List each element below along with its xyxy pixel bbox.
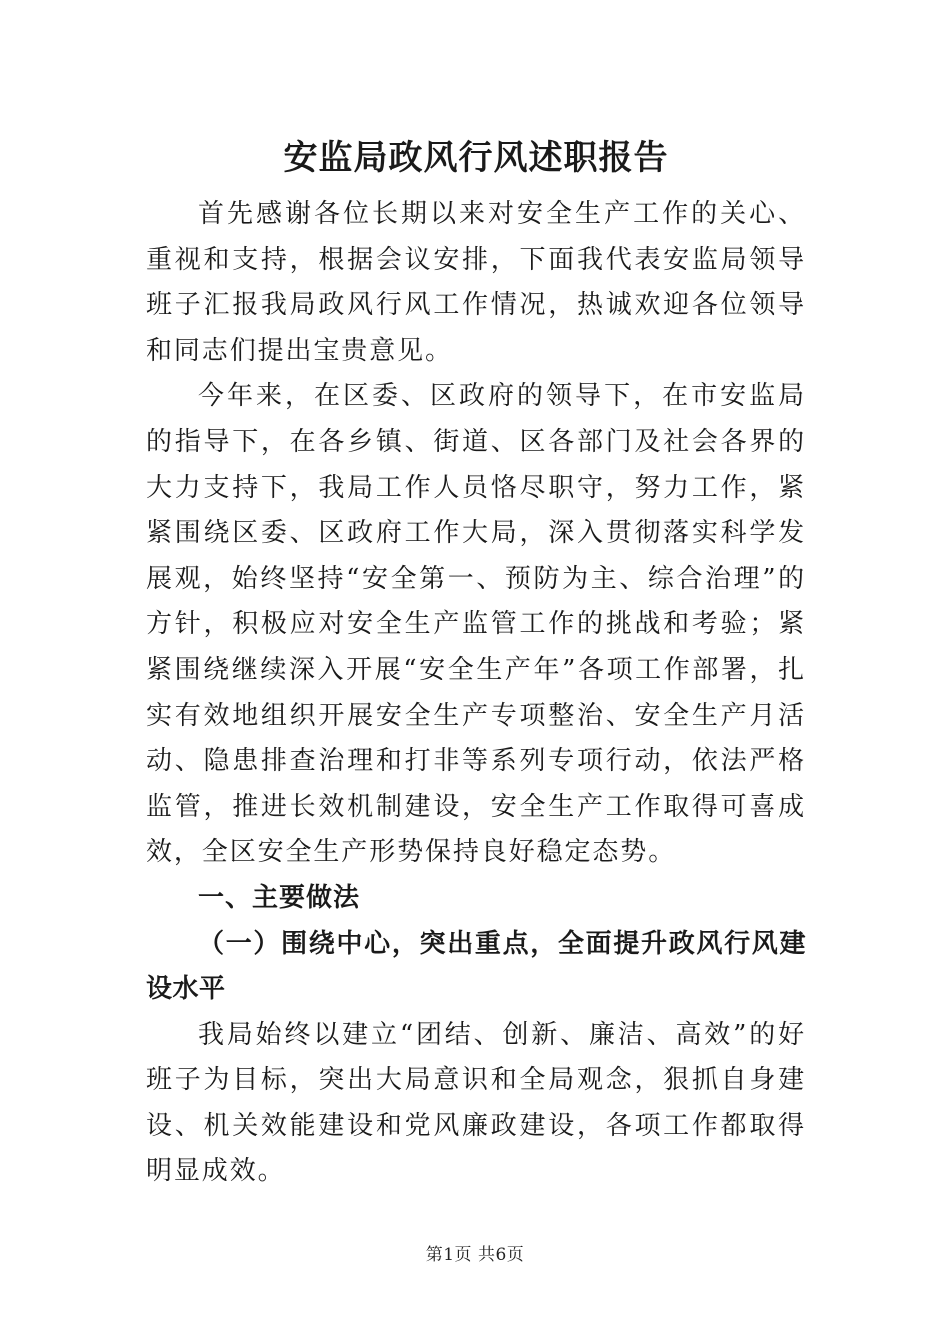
paragraph-intro: 首先感谢各位长期以来对安全生产工作的关心、重视和支持，根据会议安排，下面我代表安监局领导班子汇报我局政风行风工作情况，热诚欢迎各位领导和同志们提出宝贵意见。 (146, 199, 806, 366)
paragraph-overview: 今年来，在区委、区政府的领导下，在市安监局的指导下，在各乡镇、街道、区各部门及社会各界的大力支持下，我局工作人员恪尽职守，努力工作，紧紧围绕区委、区政府工作大局，深入贯彻落实科学发展观，始终坚持“安全第一、预防为主、综合治理”的方针，积极应对安全生产监管工作的挑战和考验；紧紧围绕继续深入开展“安全生产年”各项工作部署，扎实有效地组织开展安全生产专项整治、安全生产月活动、隐患排查治理和打非等系列专项行动，依法严格监管，推进长效机制建设，安全生产工作取得可喜成效，全区安全生产形势保持良好稳定态势。 (146, 381, 806, 868)
document-title: 安监局政风行风述职报告 (283, 138, 669, 178)
section-heading-main-practices: 一、主要做法 (198, 882, 361, 913)
page-number-footer: 第1页 共6页 (425, 1245, 525, 1265)
document-body (146, 132, 806, 1195)
subsection-heading-1: （一）围绕中心，突出重点，全面提升政风行风建设水平 (146, 928, 806, 1005)
paragraph-subsection-1: 我局始终以建立“团结、创新、廉洁、高效”的好班子为目标，突出大局意识和全局观念，狠抓自身建设、机关效能建设和党风廉政建设，各项工作都取得明显成效。 (146, 1019, 806, 1187)
